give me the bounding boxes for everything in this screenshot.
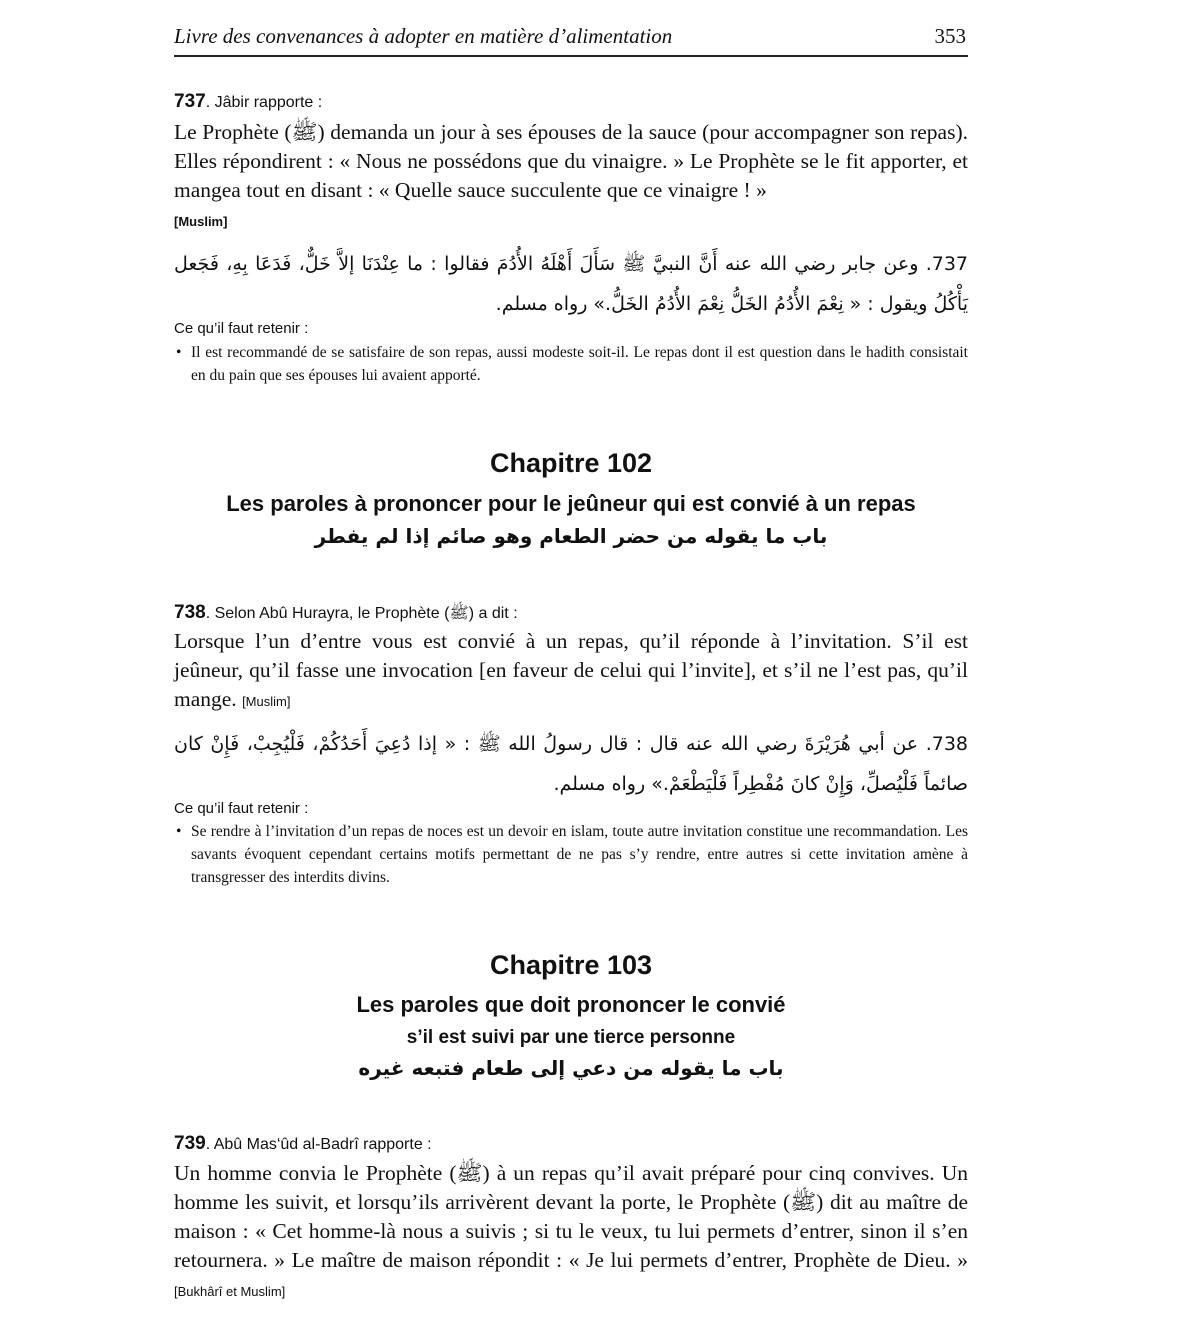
hadith-738-retain-point: • Se rendre à l’invitation d’un repas de noces est un devoir en islam, toute autre invitation constitue une recommandation. Les savants évoquent cependant certains motifs permettant de ne pas s’y rendre, entre autres si cette invitation amène à transgresser des interdits divins. — [174, 820, 968, 889]
hadith-738-text: Lorsque l’un d’entre vous est convié à un repas, qu’il réponde à l’invitation. S’il est jeûneur, qu’il fasse une invocation [en faveur de celui qui l’invite], et s’il ne l’est pas, qu’il mange. [Muslim] — [174, 629, 968, 711]
chapter-103-title: Les paroles que doit prononcer le convié — [356, 992, 786, 1017]
hadith-narrator: . Selon Abû Hurayra, le Prophète (ﷺ) a dit : — [205, 605, 518, 622]
hadith-737-heading — [174, 91, 322, 113]
chapter-103-label: Chapitre 103 — [489, 950, 653, 980]
chapter-102-arabic-title: باب ما يقوله من حضر الطعام وهو صائم إذا لم يفطر — [314, 524, 828, 548]
hadith-narrator: . Jâbir rapporte : — [205, 94, 323, 111]
hadith-737-arabic: 737. وعن جابر رضي الله عنه أَنَّ النبيَّ ﷺ سَأَلَ أَهْلَهُ الأُدُمَ فقالوا : ما عِنْدَنَا إلاَّ خَلٌّ، فَدَعَا بِهِ، فَجَعل يَأْكُلُ ويقول : « نِعْمَ الأُدُمُ الخَلُّ نِعْمَ الأُدُمُ الخَلُّ.» رواه مسلم. — [174, 253, 968, 315]
hadith-number: 737 — [174, 91, 206, 112]
hadith-737-text: Le Prophète (ﷺ) demanda un jour à ses épouses de la sauce (pour accompagner son repas). Elles répondirent : « Nous ne possédons que du vinaigre. » Le Prophète se le fit apporter, et mangea tout en disant : « Quelle sauce succulente que ce vinaigre ! » — [174, 120, 968, 202]
header-rule — [174, 55, 968, 57]
hadith-737-retain-point: • Il est recommandé de se satisfaire de son repas, aussi modeste soit-il. Le repas dont il est question dans le hadith consistait en du pain que ses épouses lui avaient apporté. — [174, 341, 968, 387]
hadith-739-text: Un homme convia le Prophète (ﷺ) à un repas qu’il avait préparé pour cinq convives. Un homme les suivit, et lorsqu’ils arrivèrent devant la porte, le Prophète (ﷺ) dit au maître de maison : « Cet homme-là nous a suivis ; si tu le veux, tu lui permets d’entrer, sinon il s’en retournera. » Le maître de maison répondit : « Je lui permets d’entrer, Prophète de Dieu. » [Bukhârî et Muslim] — [174, 1161, 969, 1299]
hadith-number: 739 — [174, 1133, 206, 1154]
hadith-738-source: [Muslim] — [242, 694, 291, 709]
running-header — [174, 24, 968, 54]
hadith-739-heading — [174, 1133, 432, 1155]
hadith-737-source: [Muslim] — [174, 214, 228, 229]
page-number: 353 — [934, 24, 966, 48]
hadith-738-retain-label: Ce qu’il faut retenir : — [174, 800, 309, 817]
hadith-738-arabic: 738. عن أبي هُرَيْرَةَ رضي الله عنه قال : قال رسولُ الله ﷺ : « إذا دُعِيَ أَحَدُكُمْ، فَلْيُجِبْ، فَإِنْ كان صائماً فَلْيُصلِّ، وَإِنْ كانَ مُفْطِراً فَلْيَطْعَمْ.» رواه مسلم. — [174, 733, 968, 795]
hadith-737-retain-label: Ce qu’il faut retenir : — [174, 320, 309, 337]
hadith-narrator: . Abû Mas‘ûd al-Badrî rapporte : — [205, 1136, 432, 1153]
chapter-103-arabic-title: باب ما يقوله من دعي إلى طعام فتبعه غيره — [358, 1056, 784, 1080]
hadith-739-source: [Bukhârî et Muslim] — [174, 1284, 286, 1299]
hadith-738-heading — [174, 602, 518, 626]
chapter-102-title: Les paroles à prononcer pour le jeûneur qui est convié à un repas — [226, 491, 916, 516]
chapter-102-label: Chapitre 102 — [489, 448, 653, 478]
chapter-103-subtitle: s’il est suivi par une tierce personne — [406, 1027, 736, 1048]
running-title: Livre des convenances à adopter en matière d’alimentation — [174, 24, 673, 48]
hadith-number: 738 — [174, 602, 206, 623]
bullet-icon: • — [176, 823, 182, 840]
bullet-icon: • — [176, 344, 182, 361]
